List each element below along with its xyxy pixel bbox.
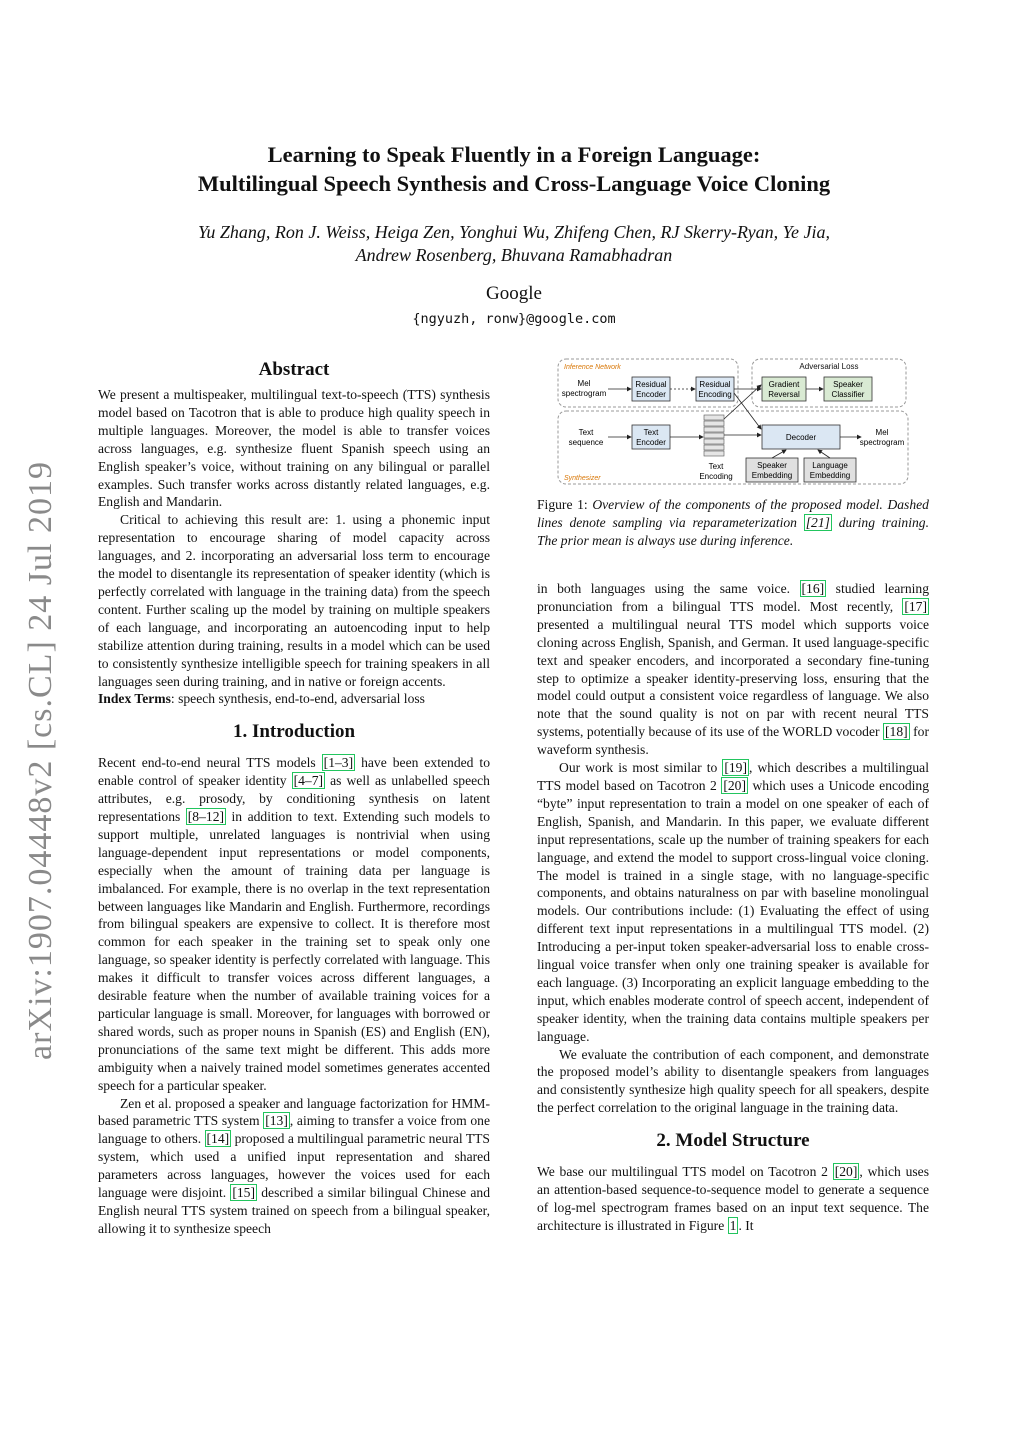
authors-line-1: Yu Zhang, Ron J. Weiss, Heiga Zen, Yonghui Wu, Zhifeng Chen, RJ Skerry-Ryan, Ye Jia, — [198, 222, 830, 242]
mel-output-label-1: Mel — [875, 428, 889, 437]
residual-encoding-label-2: Encoding — [698, 390, 732, 399]
residual-encoder-label-2: Encoder — [636, 390, 666, 399]
residual-encoding-label-1: Residual — [699, 380, 731, 389]
index-terms-text: : speech synthesis, end-to-end, adversarial loss — [170, 691, 425, 707]
paper-title — [100, 140, 928, 198]
gradient-reversal-label-1: Gradient — [768, 380, 800, 389]
citation-link[interactable]: [14] — [206, 1131, 230, 1147]
text-run: We base our multilingual TTS model on Tacotron 2 — [537, 1164, 833, 1180]
text-run: for waveform synthesis. — [537, 724, 930, 758]
text-encoding-label-2: Encoding — [699, 472, 733, 481]
language-embedding-label-2: Embedding — [809, 471, 851, 480]
caption-label: Figure 1: — [537, 497, 593, 512]
title-line-2: Multilingual Speech Synthesis and Cross-Language Voice Cloning — [197, 171, 831, 196]
text-run: presented a multilingual neural TTS model which supports voice cloning across English, Spanish, and German. It used language-specific text and speaker encoders, and incorporated a secondary fine-tuning step to optimize a speaker identity-preserving loss, ensuring that the model could output a consistent voice regardless of language. We also note that the sound quality is not on par with recent neural TTS systems, potentially because of its use of the WORLD vocoder — [537, 616, 929, 740]
text-run: Zen et al. proposed a speaker and language factorization for HMM-based parametric TTS system — [98, 1095, 490, 1129]
citation-link[interactable]: [13] — [265, 1113, 288, 1129]
intro-paragraph-4 — [537, 759, 929, 1046]
author-email: {ngyuzh, ronw}@google.com — [412, 311, 616, 327]
text-run: , which uses an attention-based sequence-to-sequence model to generate a sequence of log-mel spectrogram frames based on an input text sequence. The architecture is illustrated in Figure — [537, 1164, 929, 1233]
text-encoding-label-1: Text — [708, 462, 724, 471]
text-run: as well as unlabelled speech attributes, e.g. prosody, by conditioning synthesis on latent representations — [98, 773, 490, 825]
text-run: in addition to text. Extending such models to support multiple, unrelated languages is nontrivial when using language-dependent input representations or model components, especially when the amount of training data per language is imbalanced. For example, there is no overlap in the text representation between languages like Mandarin and English. Furthermore, recordings from bilingual speakers are expensive to collect. It is therefore most common for each speaker in the training set to speak only one language, so speaker identity is perfectly correlated with language. This makes it difficult to transfer voices across different languages, a desirable feature when the number of available training voices for a particular language is small. Moreover, for languages with borrowed or shared words, such as proper nouns in Spanish (ES) and English (EN), pronunciations of the same text might be different. This adds more ambiguity when a naively trained model sometimes generates accented speech for a particular speaker. — [98, 809, 491, 1093]
figure-reference-link[interactable]: 1 — [729, 1217, 737, 1233]
model-structure-heading: 2. Model Structure — [656, 1130, 810, 1152]
gradient-reversal-label-2: Reversal — [768, 390, 800, 399]
introduction-heading: 1. Introduction — [232, 721, 356, 743]
text-encoding-stack — [704, 415, 724, 456]
text-run: studied learning pronunciation from a bilingual TTS model. Most recently, — [537, 581, 930, 614]
intro-paragraph-2 — [98, 1095, 490, 1238]
text-run: described a similar bilingual Chinese and English neural TTS system trained on speech from a bilingual speaker, allowing it to synthesize speech — [98, 1185, 491, 1236]
text-run: . It — [738, 1217, 754, 1233]
author-list — [100, 221, 928, 267]
caption-text: during training. The prior mean is always use during inference. — [537, 514, 929, 548]
decoder-label: Decoder — [785, 433, 817, 442]
title-line-1: Learning to Speak Fluently in a Foreign Language: — [267, 142, 761, 167]
abstract-paragraph-1: We present a multispeaker, multilingual text-to-speech (TTS) synthesis model based on Tacotron that is able to produce high quality speech in multiple languages. Moreover, the model is able to transfer voices across languages, e.g. synthesize fluent Spanish speech using an English speaker’s voice, without training on any bilingual or parallel examples. Such transfer works across distantly related languages, e.g. English and Mandarin. — [98, 387, 490, 510]
text-sequence-label-2: sequence — [568, 438, 604, 447]
index-terms-label: Index Terms — [98, 691, 171, 707]
residual-encoder-label-1: Residual — [635, 380, 667, 389]
intro-paragraph-1 — [98, 754, 490, 1094]
citation-link[interactable]: [19] — [724, 760, 748, 776]
citation-link[interactable]: [8–12] — [187, 809, 225, 825]
synthesizer-label: Synthesizer — [564, 475, 601, 482]
text-encoder-label-1: Text — [643, 428, 659, 437]
adversarial-loss-label: Adversarial Loss — [799, 362, 859, 371]
abstract-heading: Abstract — [258, 359, 330, 380]
left-column — [98, 358, 490, 1238]
text-run: , which describes a multilingual TTS model based on Tacotron 2 — [537, 760, 929, 793]
index-terms — [98, 690, 490, 708]
text-run: Recent end-to-end neural TTS models — [98, 755, 322, 771]
mel-output-label-2: spectrogram — [859, 438, 905, 447]
citation-link[interactable]: [21] — [805, 514, 830, 530]
text-run: , aiming to transfer a voice from one language to others. — [98, 1113, 490, 1147]
text-run: have been extended to enable control of speaker identity — [98, 755, 490, 789]
citation-link[interactable]: [16] — [801, 581, 825, 596]
text-run: in both languages using the same voice. — [537, 581, 800, 596]
speaker-embedding-label-2: Embedding — [751, 471, 793, 480]
citation-link[interactable]: [1–3] — [323, 755, 354, 771]
abstract-paragraph-2: Critical to achieving this result are: 1. using a phonemic input representation to encourage sharing of model capacity across languages, and 2. incorporating an adversarial loss term to encourage the model to disentangle its representation of speaker identity (which is perfectly correlated with language in the training data) from the speech content. Further scaling up the model by training on multiple speakers of each language, and incorporating an autoencoding input to help stabilize attention during training, results in a model which can be used to consistently synthesize intelligible speech for training speakers in all languages seen during training, and in native or foreign accents. — [98, 512, 490, 689]
arxiv-identifier: arXiv:1907.04448v2 [cs.CL] 24 Jul 2019 — [22, 461, 59, 1060]
model-architecture-diagram — [556, 357, 912, 487]
text-sequence-label-1: Text — [578, 428, 594, 437]
citation-link[interactable]: [4–7] — [293, 773, 324, 789]
citation-link[interactable]: [18] — [885, 724, 908, 740]
text-run: proposed a multilingual parametric neural TTS system, which used a unified input representation and shared parameters across languages, however the voices used for each language were disjoint. — [98, 1131, 490, 1201]
caption-text: Overview of the components of the proposed model. Dashed lines denote sampling via reparameterization — [537, 497, 929, 530]
text-run: Our work is most similar to — [559, 760, 723, 776]
speaker-embedding-label-1: Speaker — [757, 461, 787, 470]
inference-network-label: Inference Network — [564, 364, 621, 371]
figure-1-caption — [537, 496, 929, 550]
citation-link[interactable]: [17] — [904, 598, 927, 614]
authors-line-2: Andrew Rosenberg, Bhuvana Ramabhadran — [355, 245, 673, 265]
mel-input-label-2: spectrogram — [561, 389, 607, 398]
citation-link[interactable]: [20] — [834, 1164, 858, 1180]
mel-input-label-1: Mel — [577, 379, 591, 388]
language-embedding-label-1: Language — [812, 461, 848, 470]
speaker-classifier-label-1: Speaker — [833, 380, 863, 389]
citation-link[interactable]: [15] — [232, 1185, 256, 1201]
speaker-classifier-label-2: Classifier — [831, 390, 865, 399]
right-column — [537, 580, 929, 1235]
affiliation: Google — [486, 283, 542, 304]
intro-paragraph-3 — [537, 580, 929, 759]
model-structure-paragraph-1 — [537, 1163, 929, 1235]
intro-paragraph-5: We evaluate the contribution of each component, and demonstrate the proposed model’s ability to disentangle speakers from languages and consistently synthesize high quality speech for all speakers, despite the perfect correlation to the original language in the training data. — [537, 1046, 929, 1116]
citation-link[interactable]: [20] — [723, 777, 746, 793]
text-encoder-label-2: Encoder — [636, 438, 666, 447]
text-run: which uses a Unicode encoding “byte” input representation to train a model on one speaker of each of English, Spanish, and Mandarin. In this paper, we evaluate different input representations, scale up the number of training speakers for each language, and extend the model to support cross-lingual voice cloning. The model is trained in a single stage, with no language-specific components, and obtains naturalness on par with baseline monolingual models. Our contributions include: (1) Evaluating the effect of using different text input representations in a multilingual TTS model. (2) Introducing a per-input token speaker-adversarial loss to enable cross-lingual voice transfer when only one training speaker is available for each language. (3) Incorporating an explicit language embedding to the input, which enables moderate control of speech accent, independent of speaker identity, when the training data contains multiple speakers per language. — [537, 777, 929, 1044]
